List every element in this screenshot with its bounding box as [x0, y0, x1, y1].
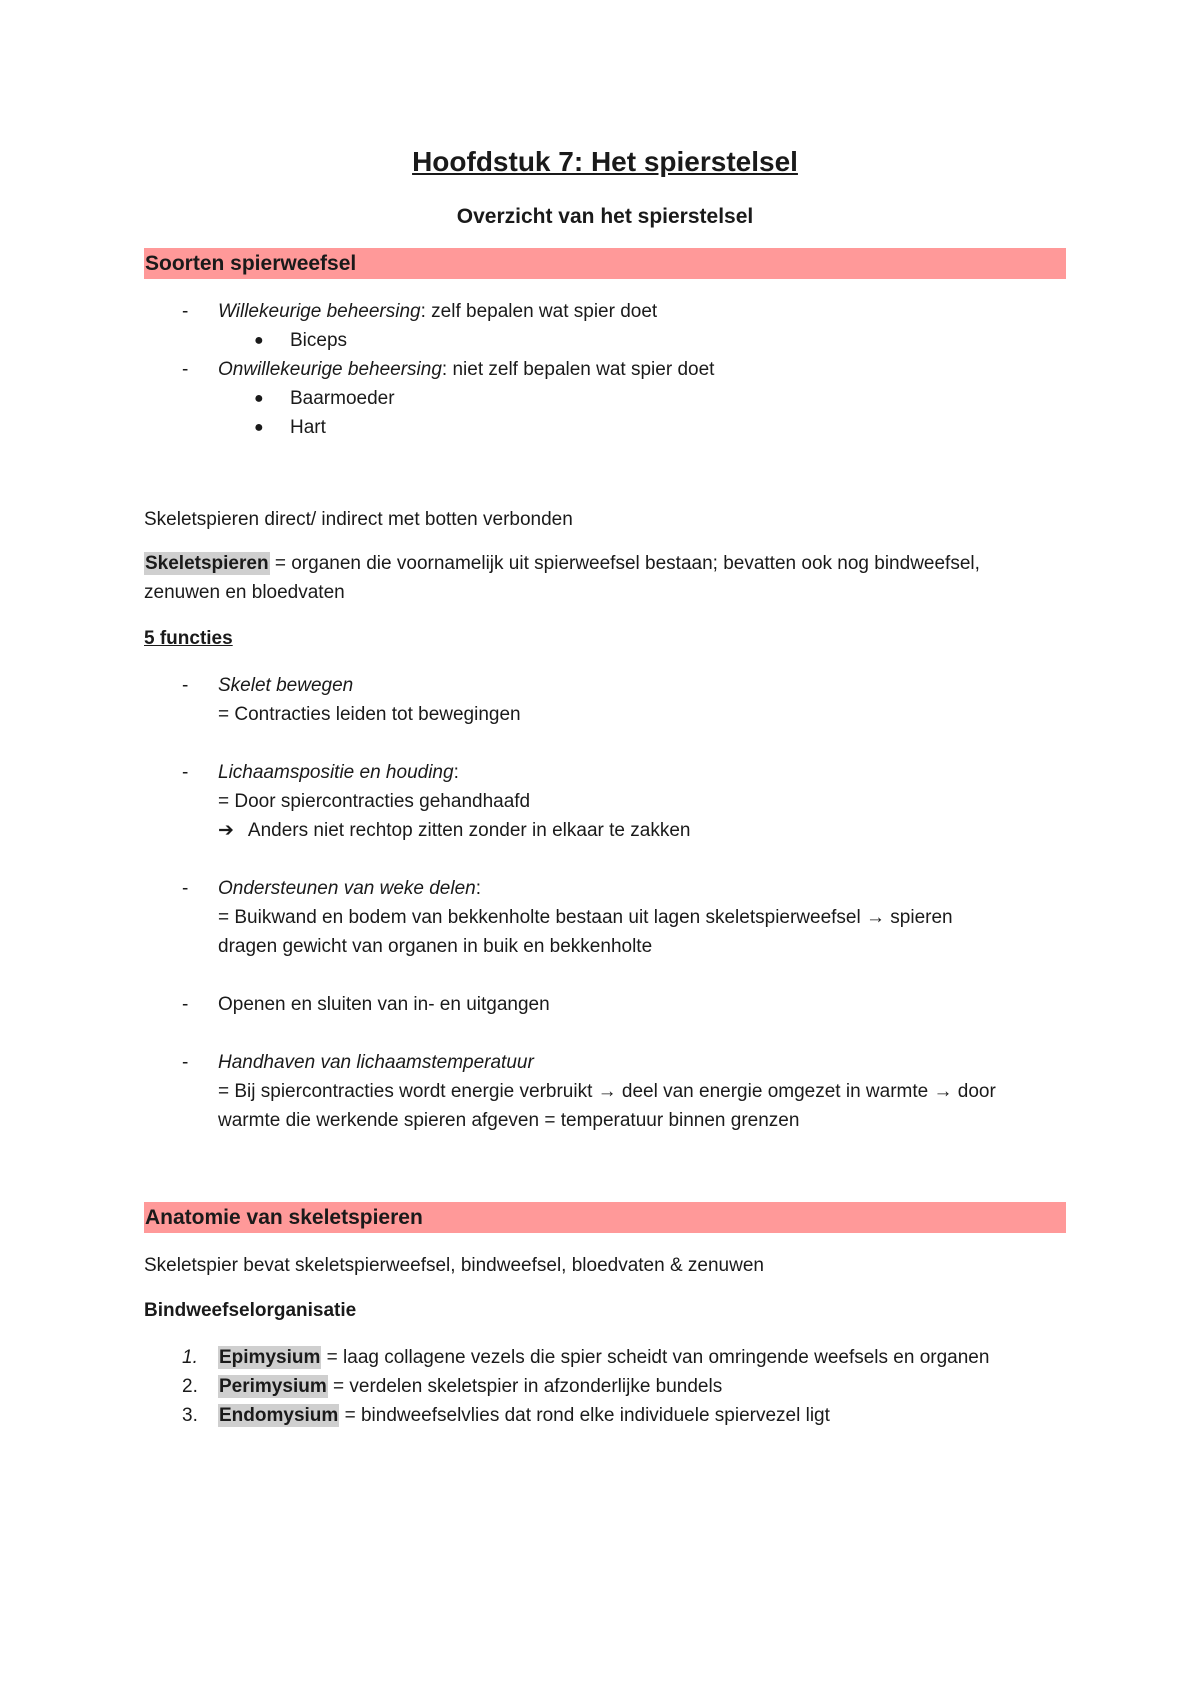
- page-title: Hoofdstuk 7: Het spierstelsel: [412, 146, 798, 177]
- document-page: Hoofdstuk 7: Het spierstelsel Overzicht van het spierstelsel Soorten spierweefsel - Willekeurige beheersing: zelf bepalen wat spier doet ● Biceps - Onwillekeurige beheersing: niet zelf bepalen wat spier doet ● Baarmoeder ● Hart Skeletspieren direct/ indirect met botten verbonden Skeletspieren = organen die voornamelijk uit spierweefsel bestaan; bevatten ook nog bindweefsel, zenuwen en bloedvaten 5 functies - Skelet bewegen = Contracties leiden tot bewegingen - Lichaamspositie en houding: = Door spiercontracties gehandhaafd ➔ Anders niet rechtop zitten zonder in elkaar te zakken - Ondersteunen van weke delen: = Buikwand en bodem van bekkenholte bestaan uit lagen skeletspierweefsel → spieren dragen gewicht van organen in buik en bekkenholte - Openen en sluiten van in- en uitgangen - Handhaven van lichaamstemperatuur = Bij spiercontracties wordt energie verbruikt → deel van energie omgezet in warmte → door warmte die werkende spieren afgeven = temperatuur binnen grenzen Anatomie van skeletspieren Skeletspier bevat skeletspierweefsel, bindweefsel, bloedvaten & zenuwen Bindweefselorganisatie 1. Epimysium = laag collagene vezels die spier scheidt van omringende weefsels en organen 2. Perimysium = verdelen skeletspier in afzonderlijke bundels 3. Endomysium = bindweefselvlies dat rond elke individuele spiervezel ligt: [0, 0, 1200, 1696]
- function-detail: = Contracties leiden tot bewegingen: [218, 704, 521, 725]
- paragraph-continuation: zenuwen en bloedvaten: [144, 582, 345, 603]
- sub-item-text: Hart: [290, 417, 326, 438]
- sub-item-text: Baarmoeder: [290, 388, 395, 409]
- item-term: Willekeurige beheersing: [218, 301, 421, 322]
- item-number: 3.: [182, 1405, 198, 1426]
- item-term: Onwillekeurige beheersing: [218, 359, 442, 380]
- functions-heading: 5 functies: [144, 628, 233, 649]
- page-subtitle: Overzicht van het spierstelsel: [456, 205, 754, 228]
- function-detail: = Door spiercontracties gehandhaafd: [218, 791, 531, 812]
- item-text: : niet zelf bepalen wat spier doet: [441, 359, 715, 380]
- highlighted-term: Endomysium: [219, 1405, 339, 1426]
- function-arrow-line: ➔ Anders niet rechtop zitten zonder in elkaar te zakken: [218, 820, 691, 841]
- bullet-icon: ●: [254, 332, 264, 349]
- item-text: : zelf bepalen wat spier doet: [420, 301, 658, 322]
- function-detail: dragen gewicht van organen in buik en bekkenholte: [218, 936, 653, 957]
- function-title: Skelet bewegen: [218, 675, 354, 696]
- function-detail: warmte die werkende spieren afgeven = temperatuur binnen grenzen: [218, 1110, 800, 1131]
- highlighted-term: Epimysium: [219, 1347, 321, 1368]
- dash-marker: -: [182, 301, 189, 322]
- function-title: Handhaven van lichaamstemperatuur: [218, 1052, 534, 1073]
- paragraph: Skeletspier bevat skeletspierweefsel, bindweefsel, bloedvaten & zenuwen: [144, 1255, 764, 1276]
- highlighted-term: Skeletspieren: [145, 553, 269, 574]
- item-number: 1.: [182, 1347, 198, 1368]
- dash-marker: -: [182, 359, 189, 380]
- function-detail: = Bij spiercontracties wordt energie verbruikt → deel van energie omgezet in warmte → door: [218, 1081, 996, 1102]
- function-detail: = Buikwand en bodem van bekkenholte bestaan uit lagen skeletspierweefsel → spieren: [218, 907, 953, 928]
- bullet-icon: ●: [254, 390, 264, 407]
- paragraph: Skeletspieren = organen die voornamelijk uit spierweefsel bestaan; bevatten ook nog bindweefsel,: [145, 553, 980, 574]
- function-title: Openen en sluiten van in- en uitgangen: [218, 994, 550, 1015]
- section-heading-anatomie: Anatomie van skeletspieren: [144, 1202, 1066, 1233]
- sub-item-text: Biceps: [290, 330, 348, 351]
- arrow-right-icon: ➔: [218, 820, 234, 841]
- section-heading-soorten: Soorten spierweefsel: [144, 248, 1066, 279]
- bullet-icon: ●: [254, 419, 264, 436]
- item-number: 2.: [182, 1376, 198, 1397]
- function-title: Lichaamspositie en houding: [218, 762, 454, 783]
- highlighted-term: Perimysium: [219, 1376, 327, 1397]
- function-title: Ondersteunen van weke delen: [218, 878, 476, 899]
- sub-heading: Bindweefselorganisatie: [144, 1300, 357, 1321]
- paragraph: Skeletspieren direct/ indirect met botten verbonden: [144, 509, 573, 530]
